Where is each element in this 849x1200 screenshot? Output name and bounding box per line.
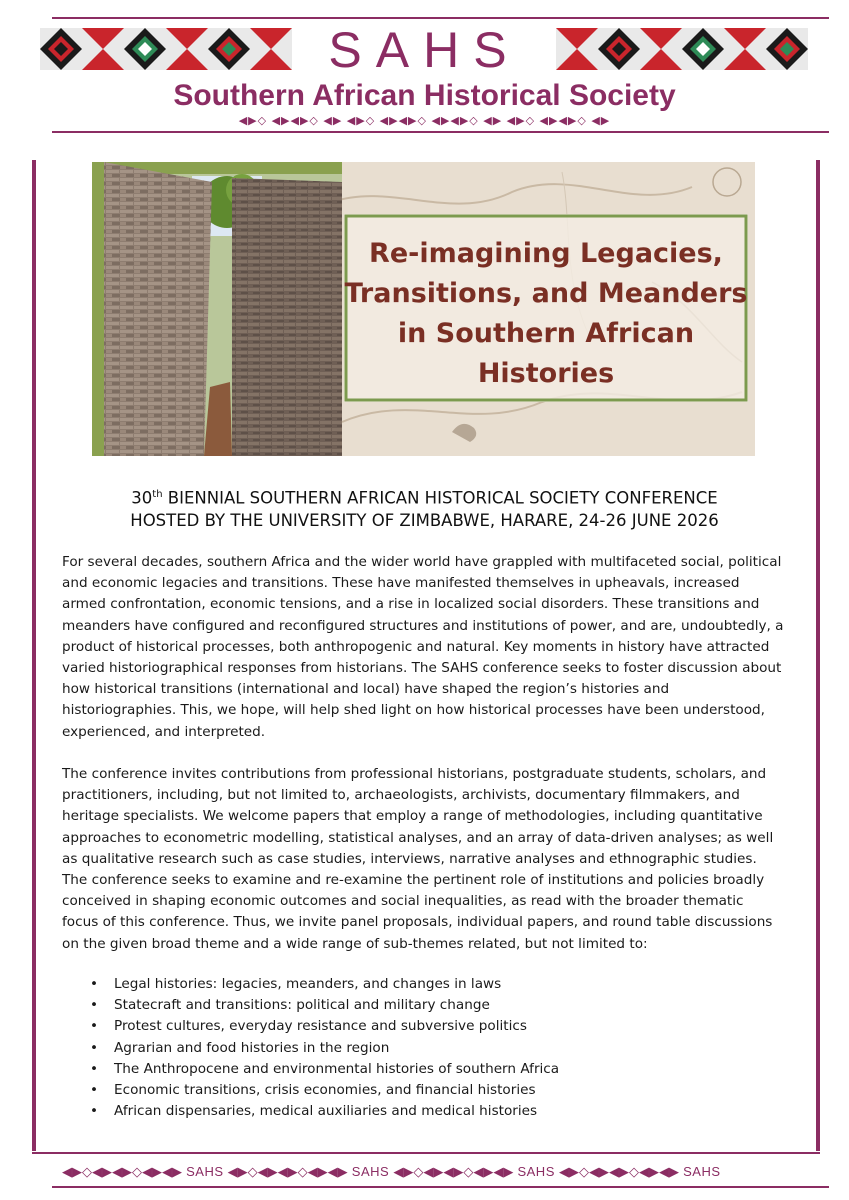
ordinal-suffix: th (152, 489, 163, 500)
frame-left-border (32, 160, 36, 1151)
header-motif: ◀▶◇ ◀▶◀▶◇ ◀▶ ◀▶◇ ◀▶◀▶◇ ◀▶◀▶◇ ◀▶ ◀▶◇ ◀▶◀▶◇ ◀▶ (238, 114, 611, 127)
list-item: • Statecraft and transitions: political and military change (90, 995, 559, 1016)
brand-acronym: SAHS (328, 22, 521, 78)
footer-motif (62, 1164, 787, 1180)
footer-bottom-rule (52, 1186, 829, 1188)
conference-host-line: HOSTED BY THE UNIVERSITY OF ZIMBABWE, HARARE, 24-26 JUNE 2026 (130, 510, 719, 530)
footer-motif-segment: ◀▶◇◀▶◀▶◇◀▶◀▶ (227, 1165, 348, 1180)
conference-heading (40, 484, 809, 532)
footer-motif-segment: ◀▶◇◀▶◀▶◇◀▶◀▶ (559, 1165, 679, 1180)
brand-name: Southern African Historical Society (173, 79, 676, 112)
intro-paragraph: For several decades, southern Africa and the wider world have grappled with multifaceted social, political and economic legacies and transitions. These have manifested themselves in upheavals, increased armed confrontation, economic tensions, and a rise in localized social disorders. These transitions and meanders have configured and reconfigured structures and institutions of power, and are, undoubtedly, a product of historical processes, both anthropogenic and natural. Key moments in history have attracted varied historiographical responses from historians. The SAHS conference seeks to foster discussion about how historical transitions (international and local) have shaped the region’s histories and historiographies. This, we hope, will help shed light on how historical processes have been understood, experienced, and interpreted. (62, 554, 784, 740)
sub-theme-list (90, 974, 559, 1122)
conference-banner (92, 162, 755, 456)
conference-title: BIENNIAL SOUTHERN AFRICAN HISTORICAL SOCIETY CONFERENCE (162, 488, 718, 508)
list-item: • The Anthropocene and environmental histories of southern Africa (90, 1059, 559, 1080)
list-item: • African dispensaries, medical auxiliaries and medical histories (90, 1101, 559, 1122)
banner-title-line-2: Transitions, and Meanders (344, 278, 748, 309)
footer-label: SAHS (351, 1164, 390, 1179)
conference-heading-line-1 (40, 484, 809, 510)
call-paragraph: The conference invites contributions from professional historians, postgraduate students, scholars, and practitioners, including, but not limited to, archaeologists, archivists, documentary filmmakers, and heritage specialists. We welcome papers that employ a range of methodologies, including quantitative approaches to econometric modelling, statistical analyses, and an array of data-driven analyses; as well as qualitative research such as case studies, interviews, narrative analyses and ethnographic studies. The conference seeks to examine and re-examine the pertinent role of institutions and policies broadly conceived in shaping economic outcomes and social inequalities, as read with the broader thematic focus of this conference. Thus, we invite panel proposals, individual papers, and round table discussions on the given broad theme and a wide range of sub-themes related, but not limited to: (62, 766, 774, 952)
footer-label: SAHS (517, 1164, 555, 1179)
list-item: • Legal histories: legacies, meanders, and changes in laws (90, 974, 559, 995)
banner-title-line-3: in Southern African (397, 318, 695, 349)
list-item: • Protest cultures, everyday resistance and subversive politics (90, 1016, 559, 1037)
footer-motif-segment: ◀▶◇◀▶◀▶◇◀▶◀▶ (62, 1165, 182, 1180)
banner-title-line-1: Re-imagining Legacies, (369, 238, 723, 269)
banner-title-line-4: Histories (477, 358, 615, 389)
footer-motif-segment: ◀▶◇◀▶◀▶◇◀▶◀▶ (393, 1165, 514, 1180)
ordinal-number: 30 (131, 488, 153, 508)
banner-illustration (92, 162, 755, 456)
footer-label: SAHS (186, 1164, 224, 1179)
footer-label: SAHS (683, 1164, 721, 1179)
top-rule (52, 17, 829, 19)
frame-right-border (816, 160, 820, 1151)
list-item: • Economic transitions, crisis economies, and financial histories (90, 1080, 559, 1101)
list-item: • Agrarian and food histories in the region (90, 1038, 559, 1059)
footer-top-rule (32, 1152, 820, 1154)
header-bottom-rule (52, 131, 829, 133)
